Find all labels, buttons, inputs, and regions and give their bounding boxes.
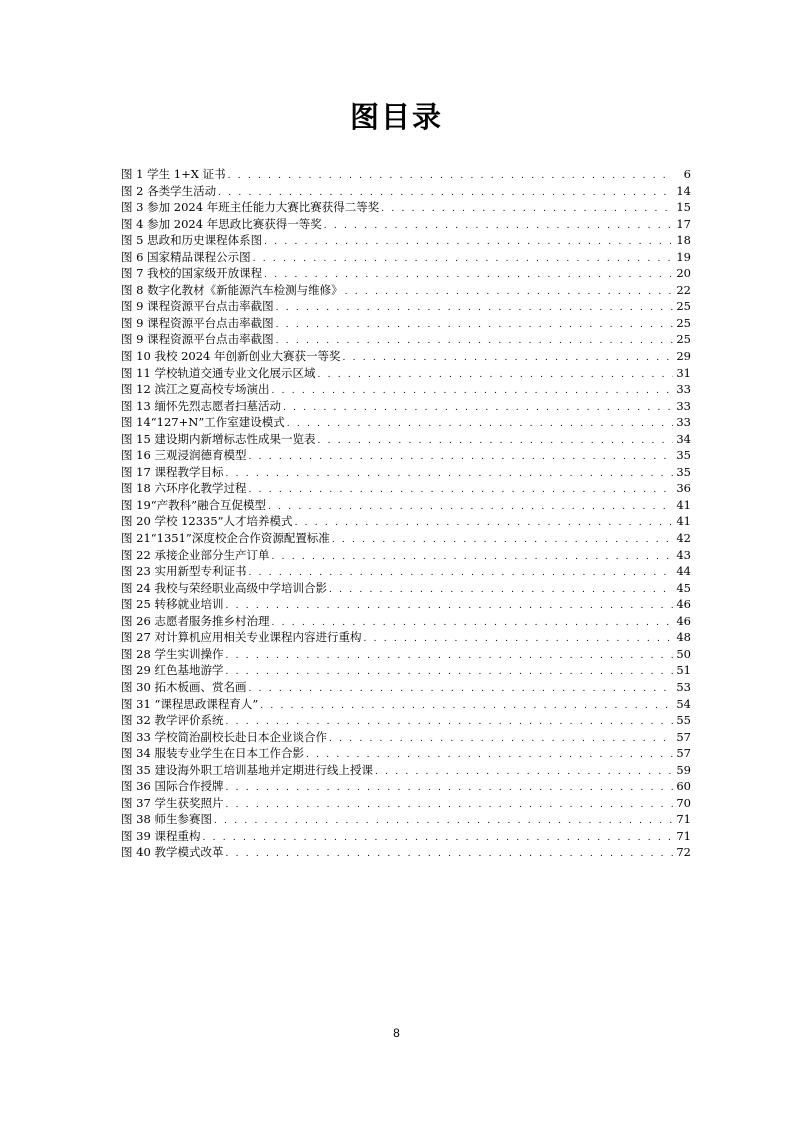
toc-entry[interactable]	[121, 464, 691, 481]
toc-leader-dots	[225, 714, 673, 729]
toc-entry-label: 图 37 学生获奖照片	[121, 795, 224, 810]
toc-entry-page: 57	[676, 729, 691, 744]
toc-entry-page: 72	[676, 845, 691, 860]
toc-entry-label: 图 24 我校与荣经职业高级中学培训合影	[121, 580, 327, 595]
toc-entry-label: 图 40 教学模式改革	[121, 845, 224, 860]
toc-entry-page: 19	[676, 249, 691, 264]
toc-entry-label: 图 10 我校 2024 年创新创业大赛获一等奖	[121, 349, 341, 364]
toc-entry[interactable]	[121, 662, 691, 679]
toc-entry[interactable]	[121, 199, 691, 216]
toc-entry[interactable]	[121, 315, 691, 332]
toc-entry-page: 70	[676, 795, 691, 810]
toc-entry[interactable]	[121, 398, 691, 415]
toc-leader-dots	[248, 482, 673, 497]
toc-entry-page: 18	[676, 233, 691, 248]
toc-entry-label: 图 31 “课程思政课程育人”	[121, 696, 259, 711]
toc-entry[interactable]	[121, 414, 691, 431]
toc-entry-label: 图 34 服装专业学生在日本工作合影	[121, 746, 304, 761]
toc-entry-label: 图 14“127+N”工作室建设模式	[121, 415, 285, 430]
toc-entry-label: 图 29 红色基地游学	[121, 663, 224, 678]
toc-entry-page: 51	[676, 663, 691, 678]
toc-entry-page: 44	[676, 564, 691, 579]
toc-entry[interactable]	[121, 795, 691, 812]
toc-leader-dots	[295, 515, 673, 530]
toc-entry-page: 45	[676, 580, 691, 595]
toc-entry-page: 59	[676, 762, 691, 777]
toc-leader-dots	[268, 499, 673, 514]
toc-leader-dots	[260, 698, 673, 713]
toc-entry-page: 14	[676, 183, 691, 198]
toc-entry-label: 图 21“1351”深度校企合作资源配置标准	[121, 531, 330, 546]
toc-entry[interactable]	[121, 183, 691, 200]
toc-entry-label: 图 12 滨江之夏高校专场演出	[121, 382, 270, 397]
toc-entry-label: 图 16 三观浸润德育模型	[121, 448, 247, 463]
toc-entry-page: 50	[676, 646, 691, 661]
toc-leader-dots	[287, 416, 673, 431]
toc-entry-label: 图 33 学校简治副校长赴日本企业谈合作	[121, 729, 327, 744]
toc-leader-dots	[202, 830, 673, 845]
toc-leader-dots	[276, 333, 673, 348]
toc-entry-page: 54	[676, 696, 691, 711]
toc-entry[interactable]	[121, 778, 691, 795]
toc-entry[interactable]	[121, 365, 691, 382]
page-number: 8	[393, 1026, 400, 1040]
toc-entry-page: 20	[676, 266, 691, 281]
toc-entry[interactable]	[121, 580, 691, 597]
toc-leader-dots	[248, 565, 673, 580]
toc-entry[interactable]	[121, 613, 691, 630]
toc-entry-label: 图 9 课程资源平台点击率截图	[121, 299, 274, 314]
toc-leader-dots	[329, 582, 673, 597]
toc-entry-page: 25	[676, 315, 691, 330]
toc-entry-page: 53	[676, 679, 691, 694]
toc-leader-dots	[381, 201, 673, 216]
toc-leader-dots	[306, 747, 673, 762]
toc-entry-page: 48	[676, 630, 691, 645]
toc-leader-dots	[317, 367, 673, 382]
toc-leader-dots	[264, 234, 673, 249]
toc-entry[interactable]	[121, 547, 691, 564]
toc-entry-label: 图 27 对计算机应用相关专业课程内容进行重构	[121, 630, 362, 645]
toc-entry-page: 41	[676, 514, 691, 529]
toc-entry[interactable]	[121, 596, 691, 613]
toc-leader-dots	[276, 300, 673, 315]
toc-entry-label: 图 4 参加 2024 年思政比赛获得一等奖	[121, 216, 322, 231]
toc-leader-dots	[271, 615, 673, 630]
toc-entry-page: 35	[676, 448, 691, 463]
toc-entry-page: 33	[676, 398, 691, 413]
toc-entry-page: 33	[676, 382, 691, 397]
toc-entry-page: 29	[676, 349, 691, 364]
toc-entry-page: 60	[676, 779, 691, 794]
toc-leader-dots	[214, 813, 673, 828]
toc-leader-dots	[375, 764, 673, 779]
toc-leader-dots	[264, 267, 673, 282]
toc-entry-label: 图 8 数字化教材《新能源汽车检测与维修》	[121, 282, 343, 297]
toc-entry-page: 31	[676, 365, 691, 380]
toc-entry-label: 图 2 各类学生活动	[121, 183, 217, 198]
page-title: 图目录	[349, 100, 443, 134]
toc-leader-dots	[363, 631, 673, 646]
toc-entry-label: 图 32 教学评价系统	[121, 713, 224, 728]
toc-entry-label: 图 13 缅怀先烈志愿者扫墓活动	[121, 398, 281, 413]
toc-entry-page: 55	[676, 713, 691, 728]
toc-entry[interactable]	[121, 282, 691, 299]
toc-entry[interactable]	[121, 216, 691, 233]
toc-entry-label: 图 3 参加 2024 年班主任能力大赛比赛获得二等奖	[121, 200, 380, 215]
toc-entry-label: 图 38 师生参赛图	[121, 812, 212, 827]
toc-entry[interactable]	[121, 447, 691, 464]
toc-entry-page: 57	[676, 746, 691, 761]
toc-entry-label: 图 15 建设期内新增标志性成果一览表	[121, 431, 316, 446]
toc-entry-label: 图 22 承接企业部分生产订单	[121, 547, 270, 562]
toc-entry[interactable]	[121, 844, 691, 861]
toc-entry-label: 图 5 思政和历史课程体系图	[121, 233, 263, 248]
toc-entry-label: 图 28 学生实训操作	[121, 646, 224, 661]
toc-leader-dots	[225, 780, 673, 795]
toc-leader-dots	[276, 317, 673, 332]
toc-entry-page: 43	[676, 547, 691, 562]
toc-entry-page: 34	[676, 431, 691, 446]
toc-entry-page: 41	[676, 497, 691, 512]
toc-leader-dots	[225, 664, 673, 679]
toc-entry[interactable]	[121, 712, 691, 729]
toc-entry-label: 图 6 国家精品课程公示图	[121, 249, 251, 264]
toc-entry[interactable]	[121, 629, 691, 646]
toc-leader-dots	[271, 383, 673, 398]
toc-entry[interactable]	[121, 166, 691, 183]
toc-entry-page: 71	[676, 828, 691, 843]
toc-entry-label: 图 35 建设海外职工培训基地并定期进行线上授课	[121, 762, 373, 777]
toc-leader-dots	[228, 168, 673, 183]
toc-entry[interactable]	[121, 497, 691, 514]
toc-entry[interactable]	[121, 381, 691, 398]
toc-entry[interactable]	[121, 828, 691, 845]
toc-entry-page: 6	[683, 167, 691, 181]
toc-entry[interactable]	[121, 729, 691, 746]
toc-leader-dots	[218, 185, 673, 200]
toc-leader-dots	[343, 350, 673, 365]
toc-entry-label: 图 9 课程资源平台点击率截图	[121, 315, 274, 330]
toc-entry[interactable]	[121, 530, 691, 547]
toc-entry[interactable]	[121, 696, 691, 713]
toc-entry-label: 图 11 学校轨道交通专业文化展示区域	[121, 365, 316, 380]
toc-entry-label: 图 36 国际合作授牌	[121, 779, 224, 794]
toc-leader-dots	[248, 681, 673, 696]
toc-entry-page: 25	[676, 332, 691, 347]
toc-leader-dots	[271, 549, 673, 564]
toc-entry-page: 33	[676, 415, 691, 430]
toc-entry-page: 25	[676, 299, 691, 314]
toc-leader-dots	[329, 731, 673, 746]
toc-entry[interactable]	[121, 298, 691, 315]
toc-entry-label: 图 17 课程教学目标	[121, 464, 224, 479]
toc-entry-page: 46	[676, 597, 691, 612]
toc-entry-label: 图 23 实用新型专利证书	[121, 564, 247, 579]
toc-entry[interactable]	[121, 679, 691, 696]
toc-entry-label: 图 20 学校 12335”人才培养模式	[121, 514, 293, 529]
toc-entry[interactable]	[121, 331, 691, 348]
toc-entry[interactable]	[121, 480, 691, 497]
toc-leader-dots	[225, 846, 673, 861]
toc-entry-page: 46	[676, 613, 691, 628]
toc-entry[interactable]	[121, 431, 691, 448]
toc-leader-dots	[324, 218, 673, 233]
toc-leader-dots	[253, 251, 673, 266]
toc-entry-label: 图 9 课程资源平台点击率截图	[121, 332, 274, 347]
toc-entry-page: 71	[676, 812, 691, 827]
toc-entry[interactable]	[121, 232, 691, 249]
toc-leader-dots	[317, 433, 673, 448]
toc-entry[interactable]	[121, 249, 691, 266]
toc-leader-dots	[225, 797, 673, 812]
toc-entry-label: 图 19“产教科”融合互促模型	[121, 497, 267, 512]
toc-leader-dots	[225, 648, 673, 663]
toc-entry-page: 42	[676, 531, 691, 546]
toc-leader-dots	[225, 598, 673, 613]
toc-entry-label: 图 26 志愿者服务推乡村治理	[121, 613, 270, 628]
toc-entry[interactable]	[121, 513, 691, 530]
toc-entry-label: 图 1 学生 1+X 证书	[121, 167, 226, 181]
toc-entry-label: 图 30 拓木板画、赏名画	[121, 679, 247, 694]
toc-leader-dots	[283, 400, 673, 415]
toc-entry[interactable]	[121, 348, 691, 365]
toc-entry[interactable]	[121, 811, 691, 828]
toc-entry-label: 图 7 我校的国家级开放课程	[121, 266, 263, 281]
toc-leader-dots	[225, 466, 673, 481]
toc-entry[interactable]	[121, 265, 691, 282]
toc-entry-page: 36	[676, 481, 691, 496]
toc-entry-label: 图 39 课程重构	[121, 828, 201, 843]
toc-entry[interactable]	[121, 646, 691, 663]
toc-entry-page: 35	[676, 464, 691, 479]
toc-leader-dots	[345, 284, 673, 299]
toc-entry-page: 17	[676, 216, 691, 231]
toc-leader-dots	[248, 449, 673, 464]
figure-list	[121, 166, 691, 861]
toc-entry-label: 图 25 转移就业培训	[121, 597, 224, 612]
toc-entry[interactable]	[121, 563, 691, 580]
toc-entry-label: 图 18 六环序化教学过程	[121, 481, 247, 496]
toc-entry-page: 22	[676, 282, 691, 297]
toc-leader-dots	[332, 532, 673, 547]
toc-entry[interactable]	[121, 762, 691, 779]
toc-entry-page: 15	[676, 200, 691, 215]
toc-entry[interactable]	[121, 745, 691, 762]
